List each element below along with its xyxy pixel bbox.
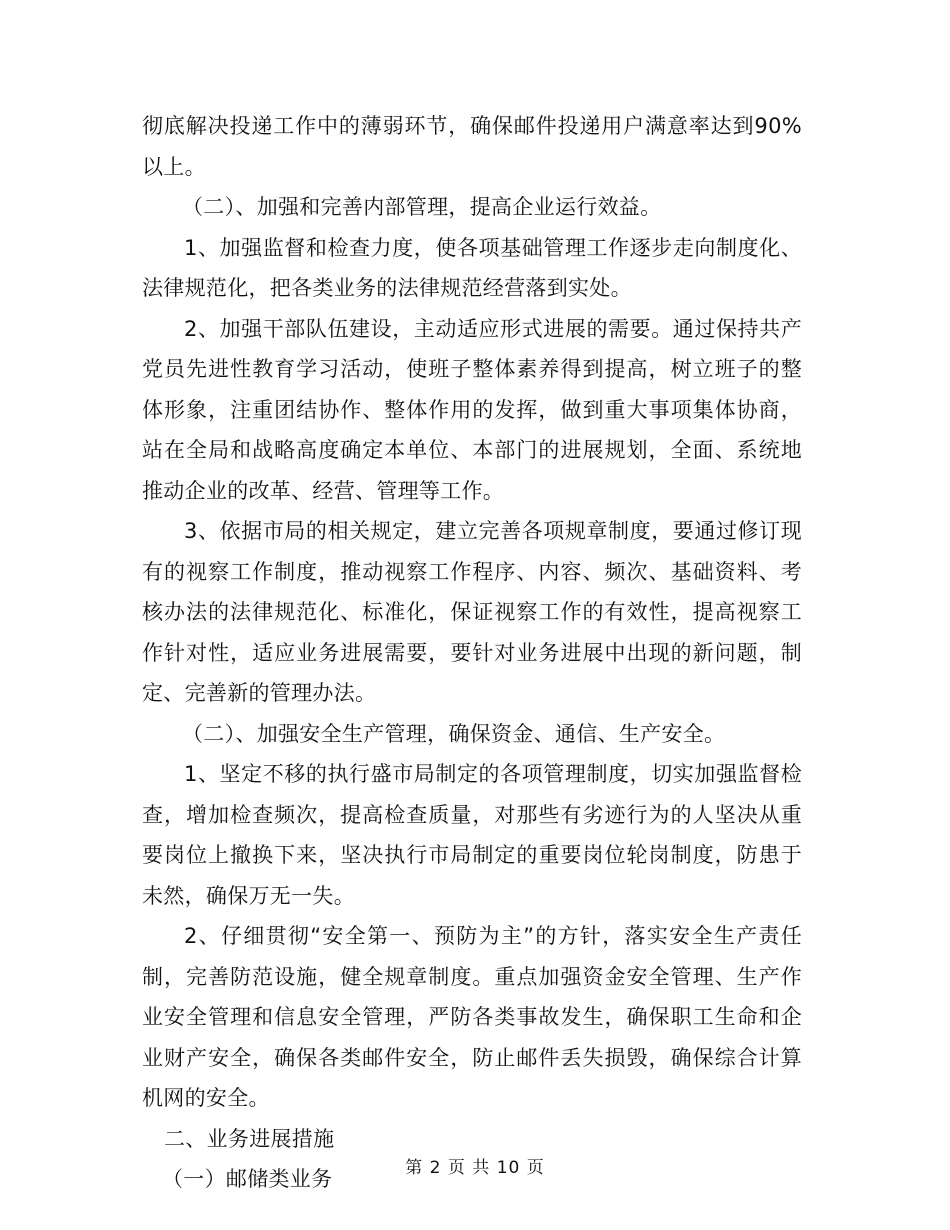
- paragraph-enforce-rules: 1、坚定不移的执行盛市局制定的各项管理制度，切实加强监督检查，增加检查频次，提高检查质量，对那些有劣迹行为的人坚决从重要岗位上撤换下来，坚决执行市局制定的重要岗位轮岗制度，防患于未然，确保万无一失。: [142, 762, 802, 908]
- paragraph-cadre-building: 2、加强干部队伍建设，主动适应形式进展的需要。通过保持共产党员先进性教育学习活动，使班子整体素养得到提高，树立班子的整体形象，注重团结协作、整体作用的发挥，做到重大事项集体协商，站在全局和战略高度确定本单位、本部门的进展规划，全面、系统地推动企业的改革、经营、管理等工作。: [142, 316, 802, 503]
- page-footer: [0, 1153, 950, 1178]
- document-body: [142, 106, 802, 1200]
- paragraph-delivery-continuation: 彻底解决投递工作中的薄弱环节，确保邮件投递用户满意率达到90%以上。: [142, 114, 802, 179]
- paragraph-regulations: 3、依据市局的相关规定，建立完善各项规章制度，要通过修订现有的视察工作制度，推动视察工作程序、内容、频次、基础资料、考核办法的法律规范化、标准化，保证视察工作的有效性，提高视察工作针对性，适应业务进展需要，要针对业务进展中出现的新问题，制定、完善新的管理办法。: [142, 519, 802, 705]
- paragraph-supervision: 1、加强监督和检查力度，使各项基础管理工作逐步走向制度化、法律规范化，把各类业务的法律规范经营落到实处。: [142, 235, 802, 300]
- heading-business-measures: 二、业务进展措施: [164, 1126, 335, 1151]
- heading-postal-savings: （一）邮储类业务: [162, 1167, 333, 1191]
- page-number-label: 第 2 页 共 10 页: [405, 1158, 545, 1178]
- heading-safety-management: （二）、加强安全生产管理，确保资金、通信、生产安全。: [182, 721, 726, 746]
- heading-internal-management: （二）、加强和完善内部管理，提高企业运行效益。: [182, 195, 662, 219]
- paragraph-safety-policy: 2、仔细贯彻“安全第一、预防为主”的方针，落实安全生产责任制，完善防范设施，健全规章制度。重点加强资金安全管理、生产作业安全管理和信息安全管理，严防各类事故发生，确保职工生命和企业财产安全，确保各类邮件安全，防止邮件丢失损毁，确保综合计算机网的安全。: [142, 924, 802, 1110]
